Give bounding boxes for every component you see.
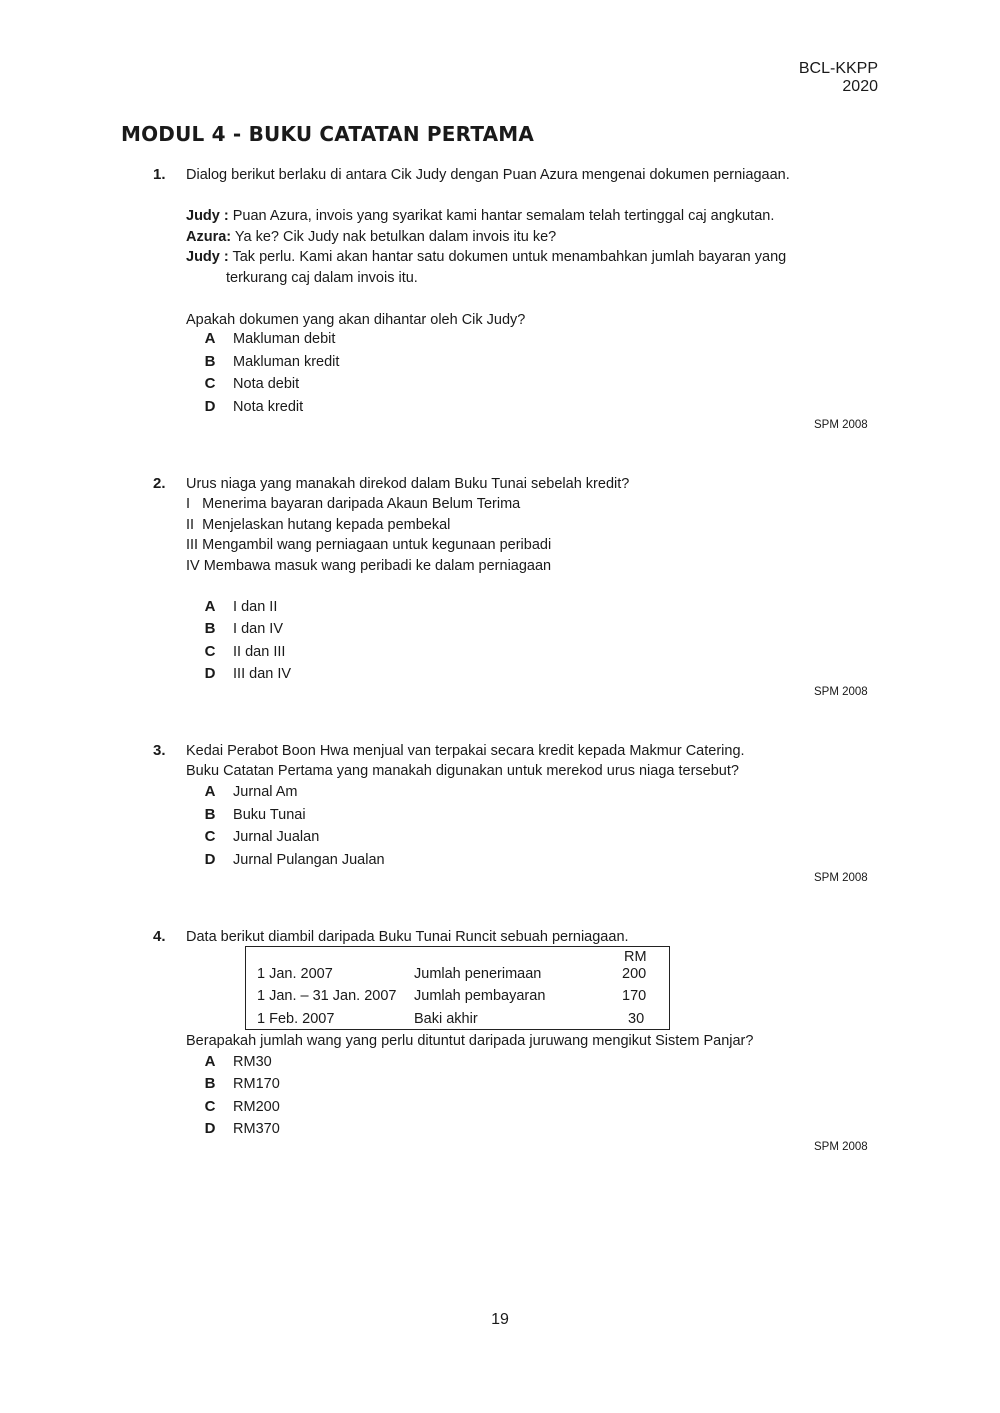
dialog-speaker: Judy : (186, 208, 229, 224)
option-letter: B (204, 620, 216, 637)
option-letter: D (204, 851, 216, 868)
dialog-text: Tak perlu. Kami akan hantar satu dokumen untuk menambahkan jumlah bayaran yang (228, 249, 787, 265)
row-date: 1 Jan. 2007 (257, 966, 333, 982)
question-number: 1. (153, 166, 166, 183)
dialog-line (186, 247, 786, 268)
question-number: 2. (153, 475, 166, 492)
source-label: SPM 2008 (814, 686, 868, 698)
statement: I Menerima bayaran daripada Akaun Belum Terima (186, 496, 521, 512)
question-text: Buku Catatan Pertama yang manakah digunakan untuk merekod urus niaga tersebut? (186, 763, 739, 779)
row-amount: 30 (628, 1011, 645, 1027)
option-b[interactable] (203, 1074, 280, 1095)
row-date: 1 Jan. – 31 Jan. 2007 (257, 988, 397, 1004)
option-text: RM370 (233, 1121, 280, 1137)
statement: III Mengambil wang perniagaan untuk kegunaan peribadi (186, 537, 552, 553)
dialog-text: Puan Azura, invois yang syarikat kami hantar semalam telah tertinggal caj angkutan. (228, 208, 775, 224)
statement: IV Membawa masuk wang peribadi ke dalam perniagaan (186, 558, 552, 574)
question-intro: Data berikut diambil daripada Buku Tunai Runcit sebuah perniagaan. (186, 929, 629, 945)
option-a[interactable] (203, 329, 335, 350)
row-amount: 170 (622, 988, 647, 1004)
option-text: Makluman kredit (233, 354, 340, 370)
dialog-text: Ya ke? Cik Judy nak betulkan dalam invois itu ke? (231, 229, 557, 245)
dialog-speaker: Azura: (186, 229, 232, 245)
dialog-line (186, 206, 774, 227)
option-c[interactable] (203, 642, 285, 663)
row-date: 1 Feb. 2007 (257, 1011, 335, 1027)
currency-header: RM (624, 949, 647, 965)
option-letter: B (204, 806, 216, 823)
option-text: Nota kredit (233, 399, 304, 415)
question-intro: Dialog berikut berlaku di antara Cik Judy dengan Puan Azura mengenai dokumen perniagaan. (186, 167, 790, 183)
option-a[interactable] (203, 1052, 272, 1073)
option-a[interactable] (203, 782, 298, 803)
option-d[interactable] (203, 664, 291, 685)
option-text: II dan III (233, 644, 286, 660)
source-label: SPM 2008 (814, 419, 868, 431)
option-letter: D (204, 665, 216, 682)
question-text: Urus niaga yang manakah direkod dalam Buku Tunai sebelah kredit? (186, 476, 630, 492)
option-text: I dan IV (233, 621, 284, 637)
option-text: Jurnal Jualan (233, 829, 320, 845)
row-description: Jumlah pembayaran (414, 988, 546, 1004)
question-text: Berapakah jumlah wang yang perlu dituntut daripada juruwang mengikut Sistem Panjar? (186, 1033, 754, 1049)
option-text: Buku Tunai (233, 807, 306, 823)
option-letter: C (204, 828, 216, 845)
page-number: 19 (491, 1311, 509, 1328)
question-number: 3. (153, 742, 166, 759)
source-label: SPM 2008 (814, 1141, 868, 1153)
option-text: RM30 (233, 1054, 272, 1070)
option-c[interactable] (203, 1097, 280, 1118)
option-text: I dan II (233, 599, 278, 615)
option-c[interactable] (203, 827, 319, 848)
header-code: BCL-KKPP 2020 (798, 60, 878, 95)
option-letter: B (204, 1075, 216, 1092)
option-letter: D (204, 398, 216, 415)
statement: II Menjelaskan hutang kepada pembekal (186, 517, 451, 533)
row-description: Jumlah penerimaan (414, 966, 542, 982)
option-text: Nota debit (233, 376, 300, 392)
dialog-line (186, 227, 556, 248)
option-letter: A (204, 330, 216, 347)
question-text: Kedai Perabot Boon Hwa menjual van terpakai secara kredit kepada Makmur Catering. (186, 743, 745, 759)
option-b[interactable] (203, 805, 306, 826)
option-letter: C (204, 643, 216, 660)
page-title: MODUL 4 - BUKU CATATAN PERTAMA (121, 122, 535, 146)
option-text: Makluman debit (233, 331, 336, 347)
option-letter: C (204, 1098, 216, 1115)
row-description: Baki akhir (414, 1011, 478, 1027)
question-text: Apakah dokumen yang akan dihantar oleh Cik Judy? (186, 312, 526, 328)
option-letter: A (204, 1053, 216, 1070)
option-d[interactable] (203, 850, 385, 871)
option-d[interactable] (203, 397, 303, 418)
option-letter: A (204, 783, 216, 800)
dialog-continuation: terkurang caj dalam invois itu. (226, 270, 418, 286)
option-b[interactable] (203, 352, 339, 373)
option-text: Jurnal Pulangan Jualan (233, 852, 385, 868)
option-letter: A (204, 598, 216, 615)
option-letter: C (204, 375, 216, 392)
option-letter: D (204, 1120, 216, 1137)
option-c[interactable] (203, 374, 299, 395)
option-text: III dan IV (233, 666, 292, 682)
option-text: RM170 (233, 1076, 280, 1092)
option-a[interactable] (203, 597, 277, 618)
row-amount: 200 (622, 966, 647, 982)
dialog-speaker: Judy : (186, 249, 229, 265)
petty-cash-table (245, 946, 670, 1030)
option-b[interactable] (203, 619, 283, 640)
option-text: RM200 (233, 1099, 280, 1115)
question-number: 4. (153, 928, 166, 945)
option-text: Jurnal Am (233, 784, 298, 800)
source-label: SPM 2008 (814, 872, 868, 884)
option-letter: B (204, 353, 216, 370)
option-d[interactable] (203, 1119, 280, 1140)
